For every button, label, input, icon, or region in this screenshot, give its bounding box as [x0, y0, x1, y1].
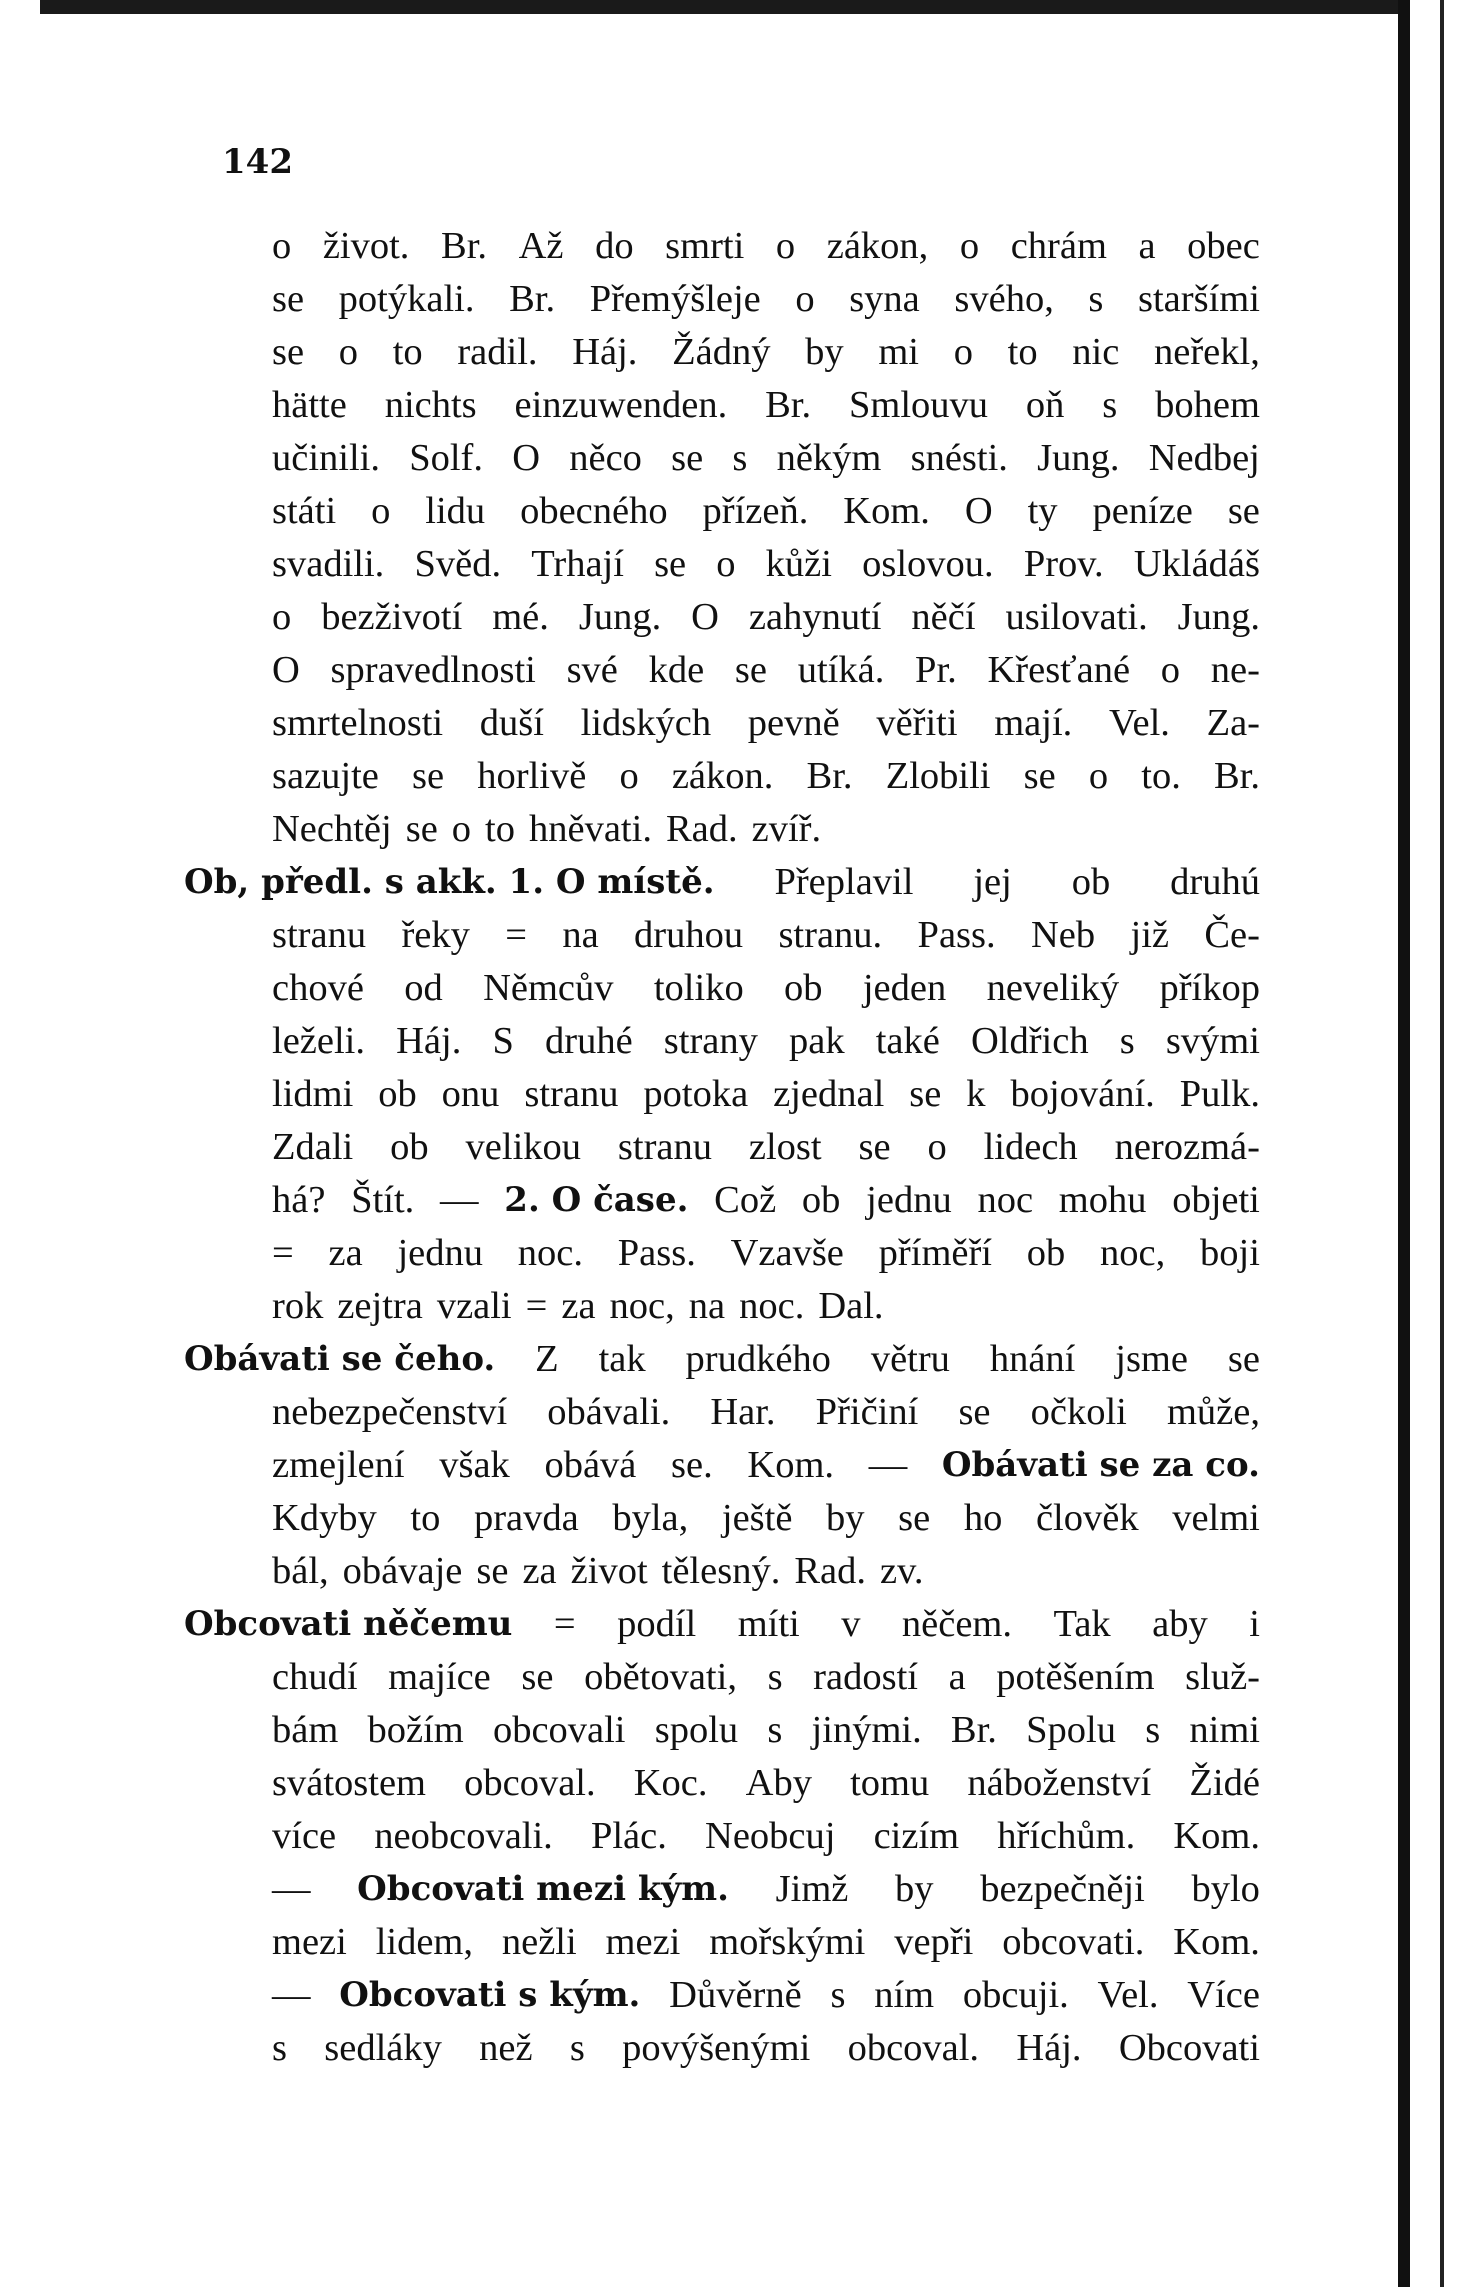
text-line: O spravedlnosti své kde se utíká. Pr. Křesťané o ne- — [272, 649, 1260, 691]
scan-margin-right — [1412, 0, 1464, 2287]
text-line: — Obcovati mezi kým. Jimž by bezpečněji bylo — [272, 1868, 1260, 1910]
text-line: bám božím obcovali spolu s jinými. Br. Spolu s nimi — [272, 1709, 1260, 1751]
text-line: chové od Němcův toliko ob jeden neveliký příkop — [272, 967, 1260, 1009]
text-line: nebezpečenství obávali. Har. Přičiní se očkoli může, — [272, 1391, 1260, 1433]
text-line: há? Štít. — 2. O čase. Což ob jednu noc mohu objeti — [272, 1179, 1260, 1221]
text-line: mezi lidem, nežli mezi mořskými vepři obcovati. Kom. — [272, 1921, 1260, 1963]
text-line: stranu řeky = na druhou stranu. Pass. Neb již Če- — [272, 914, 1260, 956]
text-line: chudí majíce se obětovati, s radostí a potěšením služ- — [272, 1656, 1260, 1698]
entry-headword: Obcovati něčemu — [184, 1604, 513, 1644]
text-line: smrtelnosti duší lidských pevně věřiti mají. Vel. Za- — [272, 702, 1260, 744]
text-line: hätte nichts einzuwenden. Br. Smlouvu oň s bohem — [272, 384, 1260, 426]
text-line: rok zejtra vzali = za noc, na noc. Dal. — [272, 1285, 884, 1327]
text-line: se o to radil. Háj. Žádný by mi o to nic neřekl, — [272, 331, 1260, 373]
document-text — [184, 220, 1260, 2075]
text-line: sazujte se horlivě o zákon. Br. Zlobili se o to. Br. — [272, 755, 1260, 797]
text-line: o bezživotí mé. Jung. O zahynutí něčí usilovati. Jung. — [272, 596, 1260, 638]
text-line: s sedláky než s povýšenými obcoval. Háj. Obcovati — [272, 2027, 1260, 2069]
text-line: Obcovati něčemu = podíl míti v něčem. Tak aby i — [184, 1598, 1260, 1651]
page-number: 142 — [222, 142, 293, 182]
text-line: svadili. Svěd. Trhají se o kůži oslovou. Prov. Ukládáš — [272, 543, 1260, 585]
text-line: Kdyby to pravda byla, ještě by se ho člověk velmi — [272, 1497, 1260, 1539]
text-line: Zdali ob velikou stranu zlost se o lidech nerozmá- — [272, 1126, 1260, 1168]
text-line: státi o lidu obecného přízeň. Kom. O ty peníze se — [272, 490, 1260, 532]
text-line: se potýkali. Br. Přemýšleje o syna svého, s staršími — [272, 278, 1260, 320]
scan-edge-right — [1440, 0, 1444, 2287]
scan-border-top — [40, 0, 1400, 14]
text-line: Obávati se čeho. Z tak prudkého větru hnání jsme se — [184, 1333, 1260, 1386]
text-line: zmejlení však obává se. Kom. — Obávati se za co. — [272, 1444, 1260, 1486]
scan-border-right — [1398, 0, 1410, 2287]
text-line: = za jednu noc. Pass. Vzavše příměří ob noc, boji — [272, 1232, 1260, 1274]
entry-headword: Obávati se čeho. — [184, 1339, 496, 1379]
text-line: Nechtěj se o to hněvati. Rad. zvíř. — [272, 808, 822, 850]
text-line: — Obcovati s kým. Důvěrně s ním obcuji. Vel. Více — [272, 1974, 1260, 2016]
text-line: o život. Br. Až do smrti o zákon, o chrám a obec — [272, 225, 1260, 267]
text-line: bál, obávaje se za život tělesný. Rad. zv. — [272, 1550, 924, 1592]
text-line: více neobcovali. Plác. Neobcuj cizím hříchům. Kom. — [272, 1815, 1260, 1857]
text-line: svátostem obcoval. Koc. Aby tomu náboženství Židé — [272, 1762, 1260, 1804]
text-line: učinili. Solf. O něco se s někým snésti. Jung. Nedbej — [272, 437, 1260, 479]
text-line: leželi. Háj. S druhé strany pak také Oldřich s svými — [272, 1020, 1260, 1062]
text-line: Ob, předl. s akk. 1. O místě. Přeplavil jej ob druhú — [184, 856, 1260, 909]
entry-headword: Ob, předl. s akk. 1. O místě. — [184, 862, 715, 902]
text-line: lidmi ob onu stranu potoka zjednal se k bojování. Pulk. — [272, 1073, 1260, 1115]
